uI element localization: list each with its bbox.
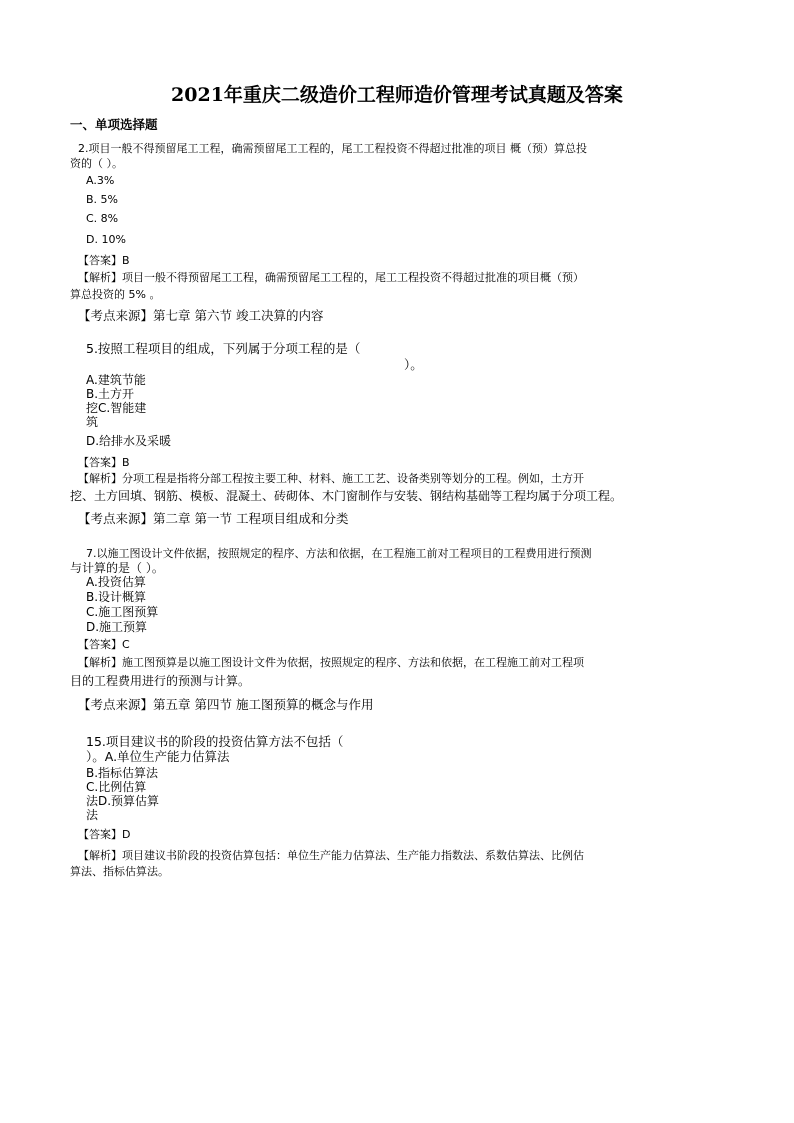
q5-analysis-line-2: 挖、土方回填、钢筋、模板、混凝土、砖砌体、木门窗制作与安装、钢结构基础等工程均属于分项工程。 — [70, 489, 623, 503]
q15-option-b: B.指标估算法 — [86, 766, 159, 780]
q7-option-d: D.施工预算 — [86, 620, 148, 634]
q2-source: 【考点来源】第七章 第六节 竣工决算的内容 — [78, 308, 324, 323]
q2-option-b: B. 5% — [86, 193, 118, 206]
q7-answer: 【答案】C — [78, 638, 130, 651]
q7-analysis-line-2: 目的工程费用进行的预测与计算。 — [70, 674, 251, 688]
q5-source: 【考点来源】第二章 第一节 工程项目组成和分类 — [78, 511, 349, 526]
q15-analysis-line-2: 算法、指标估算法。 — [70, 865, 169, 878]
q7-option-a: A.投资估算 — [86, 575, 146, 589]
q5-option-a: A.建筑节能 — [86, 373, 146, 387]
q2-answer: 【答案】B — [78, 254, 130, 267]
q15-answer: 【答案】D — [78, 828, 131, 841]
q7-option-b: B.设计概算 — [86, 590, 147, 604]
q15-stem-line-2: ）。A.单位生产能力估算法 — [86, 749, 230, 764]
q5-option-d: D.给排水及采暖 — [86, 434, 172, 448]
q5-answer: 【答案】B — [78, 456, 130, 469]
q5-option-c-line-2: 筑 — [86, 415, 99, 429]
q7-stem-line-2: 与计算的是（ ）。 — [70, 561, 164, 575]
q5-option-b-line-1: B.土方开 — [86, 387, 135, 401]
q15-option-c-line-1: C.比例估算 — [86, 780, 147, 794]
document-title: 2021年重庆二级造价工程师造价管理考试真题及答案 — [171, 84, 623, 106]
q15-stem-line-1: 15.项目建议书的阶段的投资估算方法不包括（ — [86, 734, 344, 749]
q7-source: 【考点来源】第五章 第四节 施工图预算的概念与作用 — [78, 697, 374, 712]
q7-stem-line-1: 7.以施工图设计文件依据，按照规定的程序、方法和依据，在工程施工前对工程项目的工程费用进行预测 — [86, 547, 592, 560]
q2-option-c: C. 8% — [86, 212, 119, 225]
q5-stem-line-1: 5.按照工程项目的组成，下列属于分项工程的是（ — [86, 341, 361, 356]
q15-option-c-line-2: 法D.预算估算 — [86, 794, 160, 808]
q2-stem-line-1: 2.项目一般不得预留尾工工程，确需预留尾工工程的，尾工工程投资不得超过批准的项目 概（预）算总投 — [78, 142, 587, 155]
q7-analysis-line-1: 【解析】施工图预算是以施工图设计文件为依据，按照规定的程序、方法和依据，在工程施工前对工程项 — [78, 656, 584, 669]
q2-stem-line-2: 资的（ ）。 — [70, 157, 123, 170]
q7-option-c: C.施工图预算 — [86, 605, 159, 619]
section-heading: 一、单项选择题 — [70, 117, 158, 132]
q5-stem-line-2: ）。 — [404, 357, 423, 372]
q5-analysis-line-1: 【解析】分项工程是指将分部工程按主要工种、材料、施工工艺、设备类别等划分的工程。例如，土方开 — [78, 472, 584, 485]
q2-analysis-line-2: 算总投资的 5% 。 — [70, 288, 161, 301]
q15-analysis-line-1: 【解析】项目建议书阶段的投资估算包括：单位生产能力估算法、生产能力指数法、系数估算法、比例估 — [78, 849, 584, 862]
q2-option-d: D. 10% — [86, 233, 126, 246]
q2-analysis-line-1: 【解析】项目一般不得预留尾工工程，确需预留尾工工程的，尾工工程投资不得超过批准的项目概（预） — [78, 271, 584, 284]
q2-option-a: A.3% — [86, 174, 115, 187]
q5-option-b-line-2: 挖C.智能建 — [86, 401, 147, 415]
q15-option-d-line-2: 法 — [86, 808, 99, 822]
